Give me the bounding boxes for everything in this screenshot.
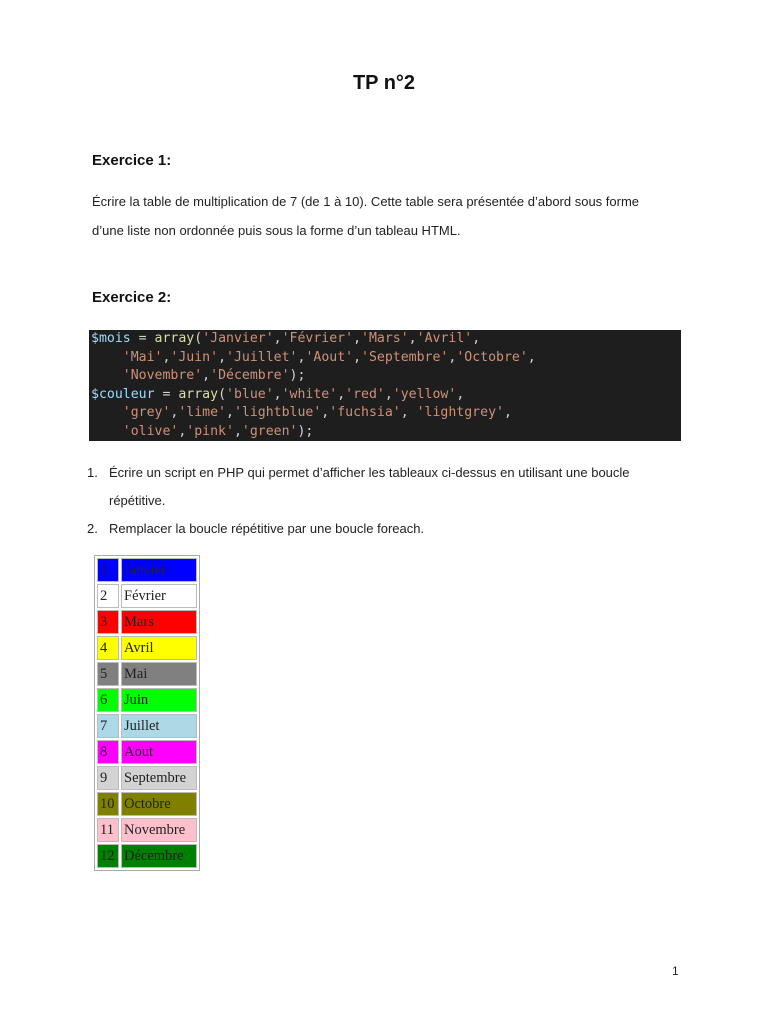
code-token: ); [297, 423, 314, 439]
code-token: , [400, 405, 417, 420]
instruction-list [87, 459, 687, 543]
table-row [97, 740, 197, 764]
code-token: , [353, 331, 362, 346]
table-row [97, 766, 197, 790]
month-name-cell: Mai [121, 662, 197, 686]
code-token: , [448, 349, 457, 365]
code-token [91, 350, 123, 365]
exercise2-heading: Exercice 2: [92, 289, 172, 306]
exercise1-text [92, 187, 692, 245]
code-token: , [297, 349, 306, 365]
code-token: 'lightgrey' [416, 405, 504, 420]
table-row [97, 844, 197, 868]
list-number: 1. [87, 465, 98, 480]
code-token: , [503, 405, 512, 420]
code-token: , [170, 405, 179, 420]
code-token: 'Octobre' [456, 349, 528, 365]
code-token: , [233, 423, 242, 439]
month-number-cell: 7 [97, 714, 119, 738]
exercise1-heading: Exercice 1: [92, 152, 172, 169]
month-name-cell: Mars [121, 610, 197, 634]
month-name-cell: Janvier [121, 558, 197, 582]
code-token: 'Février' [281, 331, 354, 346]
code-token: , [353, 349, 362, 365]
code-line [89, 386, 681, 405]
code-token: ( [218, 386, 227, 402]
code-token: , [226, 405, 234, 420]
month-name-cell: Novembre [121, 818, 197, 842]
code-token: = [154, 386, 179, 402]
code-token: = [130, 331, 155, 346]
table-row [97, 714, 197, 738]
table-row [97, 818, 197, 842]
code-token: , [321, 405, 330, 420]
list-item-2-line1: Remplacer la boucle répétitive par une boucle foreach. [109, 521, 425, 536]
month-name-cell: Aout [121, 740, 197, 764]
table-row [97, 558, 197, 582]
code-token: 'pink' [186, 423, 234, 439]
code-token: , [408, 331, 417, 346]
code-token: ); [289, 368, 306, 383]
code-token: 'Mars' [361, 331, 409, 346]
code-token: , [218, 349, 227, 365]
months-colors-table [94, 555, 200, 871]
table-row [97, 662, 197, 686]
month-number-cell: 9 [97, 766, 119, 790]
php-code-block [89, 330, 681, 441]
code-token: , [337, 386, 346, 402]
code-line [89, 367, 681, 386]
code-token: 'red' [345, 386, 385, 402]
page-title: TP n°2 [352, 72, 416, 94]
code-token: 'lightblue' [233, 405, 322, 420]
code-line [89, 404, 681, 423]
code-token: 'olive' [122, 423, 179, 439]
code-token [91, 405, 123, 420]
code-token: 'Juin' [170, 349, 219, 365]
table-row [97, 584, 197, 608]
month-name-cell: Octobre [121, 792, 197, 816]
code-token: 'yellow' [392, 386, 457, 402]
code-token: 'white' [281, 386, 338, 402]
month-number-cell: 4 [97, 636, 119, 660]
month-name-cell: Juin [121, 688, 197, 712]
exercise1-line1: Écrire la table de multiplication de 7 (de 1 à 10). Cette table sera présentée d’abord sous forme [92, 194, 640, 209]
code-line [89, 330, 681, 349]
code-token: 'Décembre' [210, 368, 290, 383]
month-number-cell: 11 [97, 818, 119, 842]
code-token: 'fuchsia' [329, 405, 401, 420]
month-number-cell: 6 [97, 688, 119, 712]
month-name-cell: Février [121, 584, 197, 608]
table-row [97, 792, 197, 816]
code-line [89, 423, 681, 442]
code-token: , [456, 386, 465, 402]
list-item-1 [87, 459, 687, 515]
code-token: 'Mai' [122, 349, 163, 365]
code-token: , [202, 368, 211, 383]
list-item-2 [87, 515, 687, 543]
code-token [91, 424, 123, 439]
code-token: 'Avril' [416, 331, 473, 346]
month-name-cell: Septembre [121, 766, 197, 790]
list-item-1-line2: répétitive. [109, 493, 166, 508]
code-token: ( [194, 331, 203, 346]
month-name-cell: Juillet [121, 714, 197, 738]
code-token: $couleur [91, 386, 155, 402]
list-number: 2. [87, 521, 98, 536]
code-token: 'lime' [178, 405, 226, 420]
code-token: $mois [91, 331, 131, 346]
list-item-1-line1: Écrire un script en PHP qui permet d’afficher les tableaux ci-dessus en utilisant une boucle [109, 465, 630, 480]
code-token: 'Aout' [305, 349, 354, 365]
code-token: 'green' [241, 423, 298, 439]
table-row [97, 688, 197, 712]
month-number-cell: 3 [97, 610, 119, 634]
code-token: 'Juillet' [226, 349, 298, 365]
month-number-cell: 2 [97, 584, 119, 608]
exercise1-line2: d’une liste non ordonnée puis sous la forme d’un tableau HTML. [92, 223, 461, 238]
code-token: 'Janvier' [202, 331, 274, 346]
code-token: , [273, 386, 282, 402]
month-number-cell: 5 [97, 662, 119, 686]
month-name-cell: Avril [121, 636, 197, 660]
month-number-cell: 10 [97, 792, 119, 816]
month-number-cell: 1 [97, 558, 119, 582]
code-line [89, 349, 681, 368]
month-number-cell: 12 [97, 844, 119, 868]
code-token [91, 368, 123, 383]
code-token: , [162, 349, 171, 365]
table-row [97, 610, 197, 634]
table-row [97, 636, 197, 660]
code-token: array [154, 331, 195, 346]
month-number-cell: 8 [97, 740, 119, 764]
code-token: 'Septembre' [361, 349, 449, 365]
code-token: array [178, 386, 219, 402]
code-token: , [178, 423, 187, 439]
code-token: , [527, 349, 536, 365]
code-token: 'blue' [226, 386, 274, 402]
code-token: , [384, 386, 393, 402]
month-name-cell: Décembre [121, 844, 197, 868]
code-token: 'Novembre' [122, 368, 203, 383]
code-token: 'grey' [122, 405, 171, 420]
code-token: , [472, 331, 481, 346]
code-token: , [273, 331, 282, 346]
page-number: 1 [672, 964, 679, 978]
